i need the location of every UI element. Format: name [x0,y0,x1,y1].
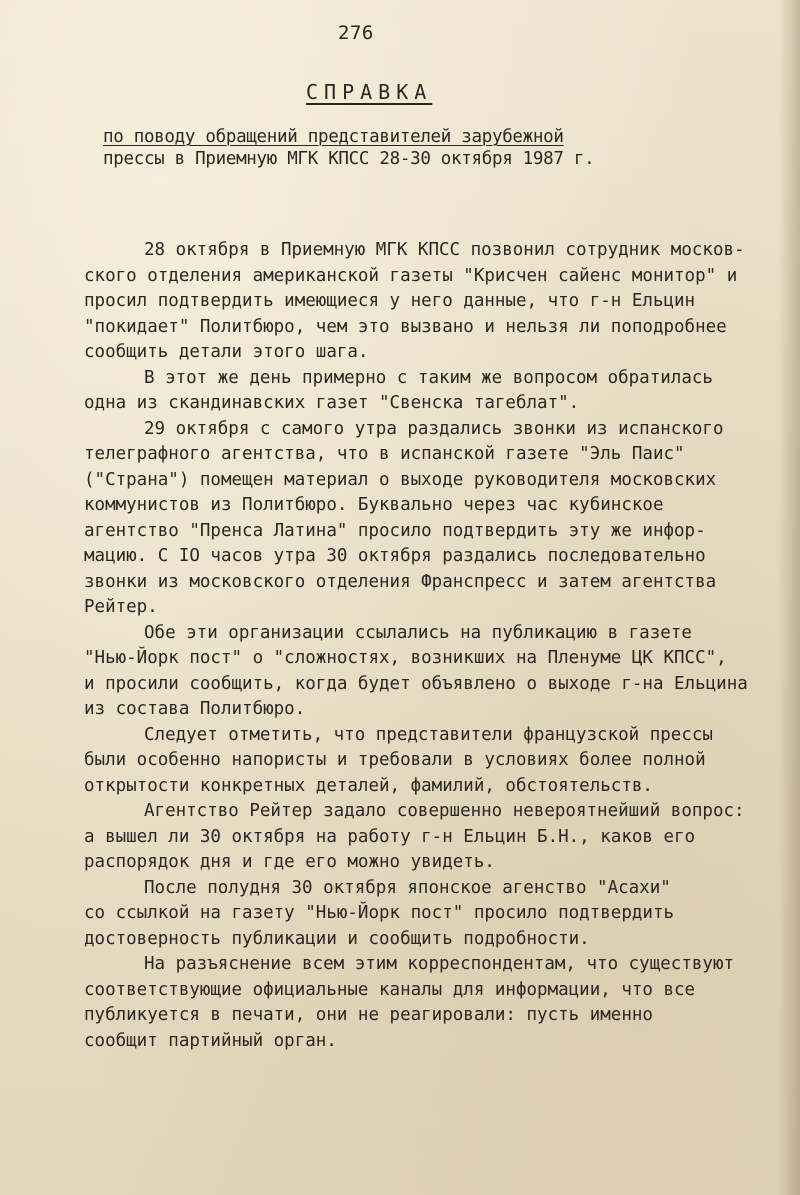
text-line: В этот же день примерно с таким же вопросом обратилась [144,367,713,388]
text-line: достоверность публикации и сообщить подробности. [84,928,590,949]
paragraph [84,621,774,723]
text-line: звонки из московского отделения Франспресс и затем агентства [84,571,717,592]
text-line: телеграфного агентства, что в испанской газете "Эль Паис" [84,444,685,464]
text-line: Рейтер. [84,597,158,617]
paragraph [84,876,774,953]
text-line: одна из скандинавских газет "Свенска тагеблат". [84,393,580,413]
paragraph [84,417,774,621]
text-line: На разъяснение всем этим корреспондентам, что существуют [144,954,735,974]
text-line: Обе эти организации ссылались на публикацию в газете [144,622,692,643]
text-line: ского отделения американской газеты "Крисчен сайенс монитор" и [84,265,738,286]
text-line: сообщит партийный орган. [84,1030,337,1051]
text-line: "покидает" Политбюро, чем это вызвано и нельзя ли поподробнее [84,316,727,337]
paragraph [84,238,774,366]
paragraph [84,366,774,417]
subtitle-line: прессы в Приемную МГК КПСС 28-30 октября 1987 г. [103,149,595,169]
text-line: а вышел ли 30 октября на работу г-н Ельцин Б.Н., каков его [84,826,696,847]
text-line: были особенно напористы и требовали в условиях более полной [84,750,706,770]
text-line: и просили сообщить, когда будет объявлено о выходе г-на Ельцина [84,673,748,694]
page-number: 276 [338,22,374,44]
document-title: СПРАВКА [306,80,433,104]
text-line: коммунистов из Политбюро. Буквально через час кубинское [84,495,664,515]
text-line: 28 октября в Приемную МГК КПСС позвонил сотрудник москов- [144,240,745,260]
document-body [84,238,774,1054]
text-line: агентство "Пренса Латина" просило подтвердить эту же инфор- [84,520,706,541]
text-line: мацию. С IO часов утра 30 октября раздались последовательно [84,546,706,566]
text-line: Агентство Рейтер задало совершенно невероятнейший вопрос: [144,801,745,821]
text-line: 29 октября с самого утра раздались звонки из испанского [144,418,724,439]
document-subtitle [103,126,594,170]
paragraph [84,799,774,876]
text-line: публикуется в печати, они не реагировали: пусть именно [84,1005,653,1025]
text-line: Следует отметить, что представители французской прессы [144,724,713,745]
paragraph [84,723,774,800]
text-line: "Нью-Йорк пост" о "сложностях, возникших на Пленуме ЦК КПСС", [84,648,727,668]
text-line: распорядок дня и где его можно увидеть. [84,852,495,872]
text-line: просил подтвердить имеющиеся у него данные, что г-н Ельцин [84,291,696,311]
subtitle-line: по поводу обращений представителей зарубежной [103,127,564,147]
text-line: После полудня 30 октября японское агенство "Асахи" [144,877,671,898]
text-line: из состава Политбюро. [84,699,306,719]
text-line: со ссылкой на газету "Нью-Йорк пост" просило подтвердить [84,903,675,923]
text-line: соответствующие официальные каналы для информации, что все [84,979,696,1000]
binding-edge-shadow [778,0,800,1195]
text-line: сообщить детали этого шага. [84,342,369,362]
text-line: открытости конкретных деталей, фамилий, обстоятельств. [84,775,653,796]
text-line: ("Страна") помещен материал о выходе руководителя московских [84,469,717,490]
paragraph [84,952,774,1054]
